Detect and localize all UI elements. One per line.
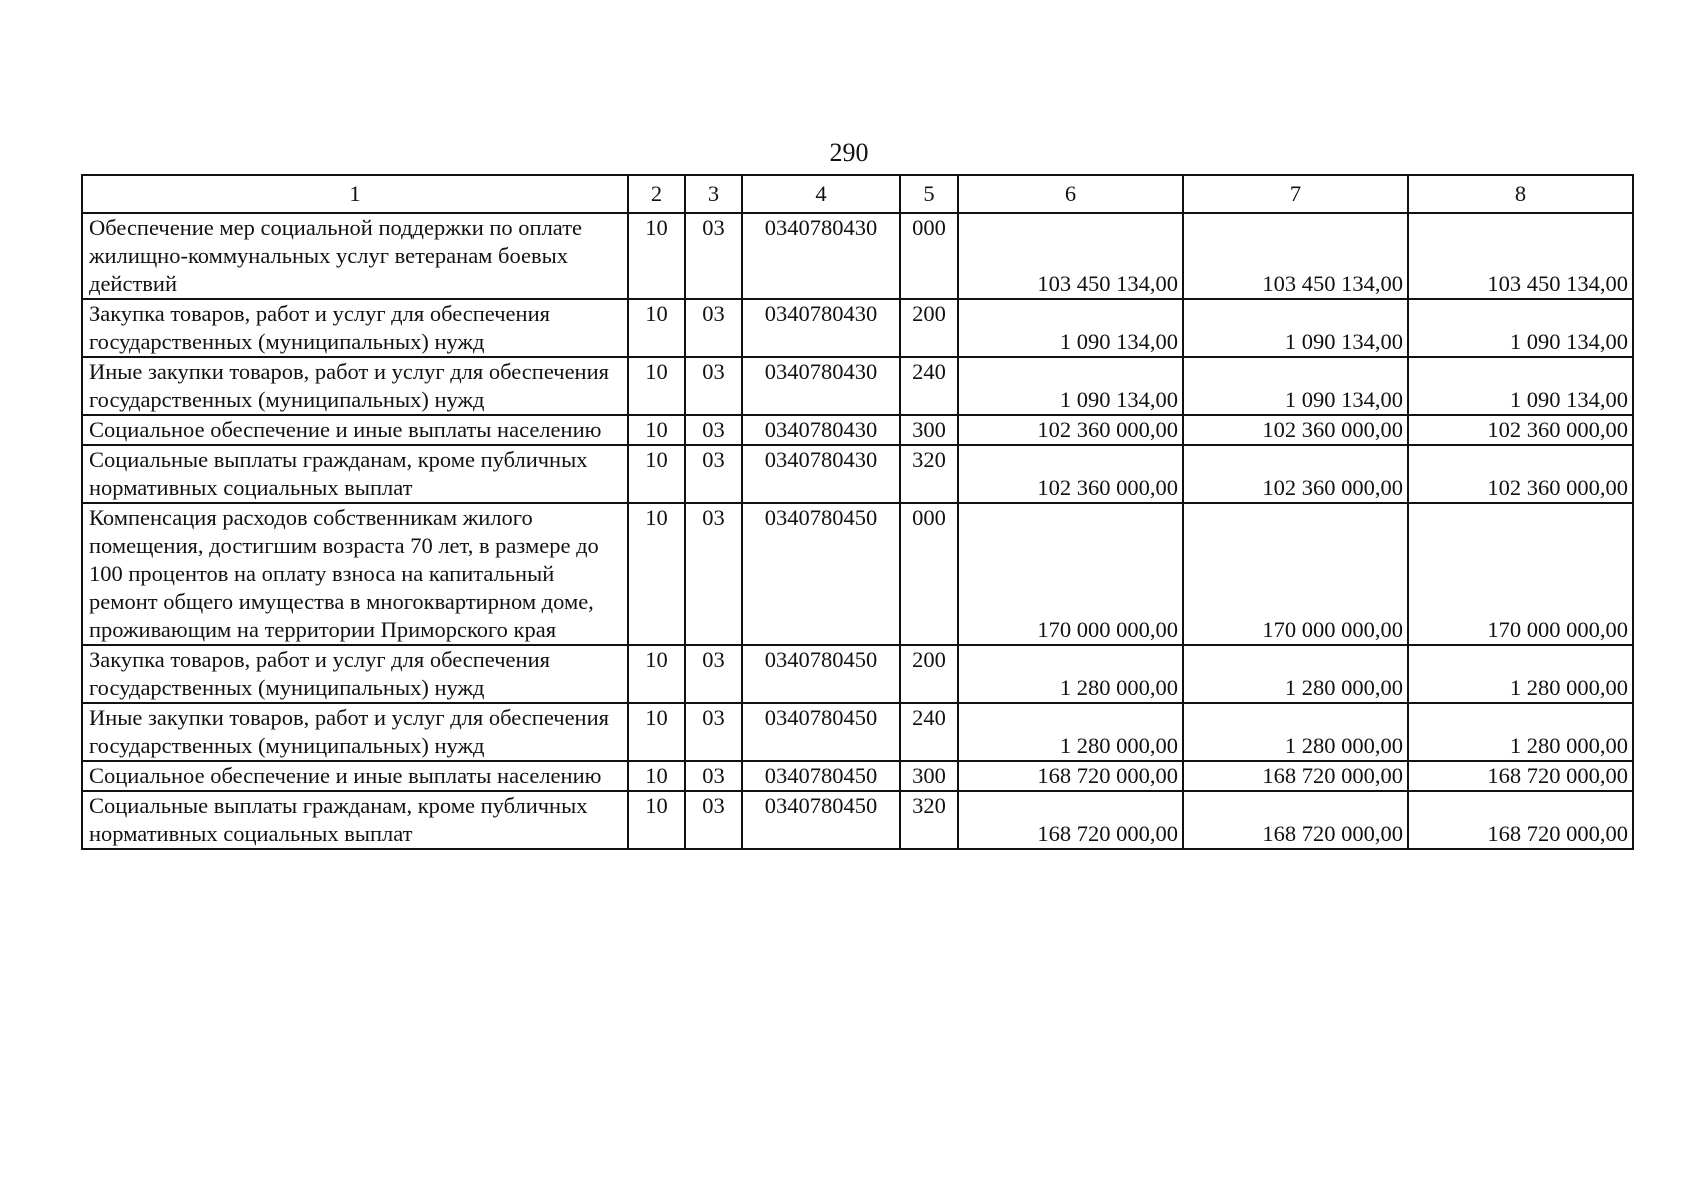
header-col-3: 3 (685, 175, 742, 213)
row-amount-col7: 168 720 000,00 (1183, 791, 1408, 849)
table-row (82, 445, 1633, 503)
row-target-code: 0340780430 (742, 213, 900, 299)
row-section: 10 (628, 703, 685, 761)
table-row (82, 761, 1633, 791)
row-target-code: 0340780450 (742, 761, 900, 791)
row-section: 10 (628, 503, 685, 645)
row-name: Социальные выплаты гражданам, кроме публичных нормативных социальных выплат (82, 445, 628, 503)
table-row (82, 503, 1633, 645)
header-col-1: 1 (82, 175, 628, 213)
row-amount-col6: 1 280 000,00 (958, 703, 1183, 761)
row-amount-col6: 103 450 134,00 (958, 213, 1183, 299)
row-subsection: 03 (685, 503, 742, 645)
header-col-4: 4 (742, 175, 900, 213)
row-subsection: 03 (685, 213, 742, 299)
table-row (82, 357, 1633, 415)
row-target-code: 0340780450 (742, 503, 900, 645)
header-col-8: 8 (1408, 175, 1633, 213)
page-number: 290 (829, 138, 869, 167)
row-amount-col6: 1 280 000,00 (958, 645, 1183, 703)
row-amount-col7: 170 000 000,00 (1183, 503, 1408, 645)
row-amount-col7: 102 360 000,00 (1183, 445, 1408, 503)
row-expense-type: 320 (900, 791, 958, 849)
table-header-row (82, 175, 1633, 213)
row-name: Иные закупки товаров, работ и услуг для обеспечения государственных (муниципальных) нужд (82, 703, 628, 761)
row-expense-type: 300 (900, 761, 958, 791)
row-section: 10 (628, 761, 685, 791)
row-section: 10 (628, 415, 685, 445)
row-amount-col6: 168 720 000,00 (958, 761, 1183, 791)
row-expense-type: 240 (900, 703, 958, 761)
table-row (82, 645, 1633, 703)
table-row (82, 791, 1633, 849)
row-amount-col8: 1 280 000,00 (1408, 645, 1633, 703)
row-target-code: 0340780430 (742, 415, 900, 445)
row-amount-col8: 1 280 000,00 (1408, 703, 1633, 761)
row-amount-col7: 1 090 134,00 (1183, 299, 1408, 357)
header-col-5: 5 (900, 175, 958, 213)
row-section: 10 (628, 299, 685, 357)
row-amount-col8: 102 360 000,00 (1408, 445, 1633, 503)
table-row (82, 703, 1633, 761)
row-amount-col8: 168 720 000,00 (1408, 791, 1633, 849)
budget-table (81, 174, 1634, 850)
row-amount-col7: 103 450 134,00 (1183, 213, 1408, 299)
row-section: 10 (628, 357, 685, 415)
row-section: 10 (628, 791, 685, 849)
row-section: 10 (628, 445, 685, 503)
row-subsection: 03 (685, 761, 742, 791)
header-col-6: 6 (958, 175, 1183, 213)
row-name: Иные закупки товаров, работ и услуг для обеспечения государственных (муниципальных) нужд (82, 357, 628, 415)
row-subsection: 03 (685, 645, 742, 703)
row-amount-col7: 1 280 000,00 (1183, 703, 1408, 761)
row-name: Социальное обеспечение и иные выплаты населению (82, 415, 628, 445)
row-amount-col7: 1 280 000,00 (1183, 645, 1408, 703)
row-amount-col6: 170 000 000,00 (958, 503, 1183, 645)
row-amount-col8: 170 000 000,00 (1408, 503, 1633, 645)
row-expense-type: 000 (900, 503, 958, 645)
row-amount-col6: 1 090 134,00 (958, 299, 1183, 357)
row-expense-type: 200 (900, 299, 958, 357)
row-amount-col8: 103 450 134,00 (1408, 213, 1633, 299)
row-section: 10 (628, 213, 685, 299)
row-subsection: 03 (685, 703, 742, 761)
row-name: Социальные выплаты гражданам, кроме публичных нормативных социальных выплат (82, 791, 628, 849)
row-amount-col6: 102 360 000,00 (958, 415, 1183, 445)
row-expense-type: 300 (900, 415, 958, 445)
row-name: Закупка товаров, работ и услуг для обеспечения государственных (муниципальных) нужд (82, 299, 628, 357)
row-amount-col8: 1 090 134,00 (1408, 299, 1633, 357)
row-amount-col7: 168 720 000,00 (1183, 761, 1408, 791)
row-amount-col8: 102 360 000,00 (1408, 415, 1633, 445)
row-target-code: 0340780430 (742, 357, 900, 415)
row-amount-col6: 168 720 000,00 (958, 791, 1183, 849)
row-amount-col7: 102 360 000,00 (1183, 415, 1408, 445)
row-target-code: 0340780450 (742, 703, 900, 761)
row-target-code: 0340780430 (742, 299, 900, 357)
row-amount-col8: 1 090 134,00 (1408, 357, 1633, 415)
row-subsection: 03 (685, 445, 742, 503)
row-name: Обеспечение мер социальной поддержки по оплате жилищно-коммунальных услуг ветеранам боевых действий (82, 213, 628, 299)
row-target-code: 0340780450 (742, 645, 900, 703)
row-amount-col6: 102 360 000,00 (958, 445, 1183, 503)
row-name: Закупка товаров, работ и услуг для обеспечения государственных (муниципальных) нужд (82, 645, 628, 703)
header-col-2: 2 (628, 175, 685, 213)
row-subsection: 03 (685, 415, 742, 445)
table-row (82, 299, 1633, 357)
row-expense-type: 320 (900, 445, 958, 503)
row-subsection: 03 (685, 791, 742, 849)
row-name: Социальное обеспечение и иные выплаты населению (82, 761, 628, 791)
row-target-code: 0340780450 (742, 791, 900, 849)
row-expense-type: 240 (900, 357, 958, 415)
row-amount-col6: 1 090 134,00 (958, 357, 1183, 415)
row-amount-col7: 1 090 134,00 (1183, 357, 1408, 415)
row-name: Компенсация расходов собственникам жилого помещения, достигшим возраста 70 лет, в размере до 100 процентов на оплату взноса на капитальный ремонт общего имущества в многоквартирном доме, проживающим на территории Приморского края (82, 503, 628, 645)
row-amount-col8: 168 720 000,00 (1408, 761, 1633, 791)
header-col-7: 7 (1183, 175, 1408, 213)
row-target-code: 0340780430 (742, 445, 900, 503)
row-expense-type: 000 (900, 213, 958, 299)
row-section: 10 (628, 645, 685, 703)
table-row (82, 415, 1633, 445)
row-expense-type: 200 (900, 645, 958, 703)
row-subsection: 03 (685, 357, 742, 415)
row-subsection: 03 (685, 299, 742, 357)
table-row (82, 213, 1633, 299)
